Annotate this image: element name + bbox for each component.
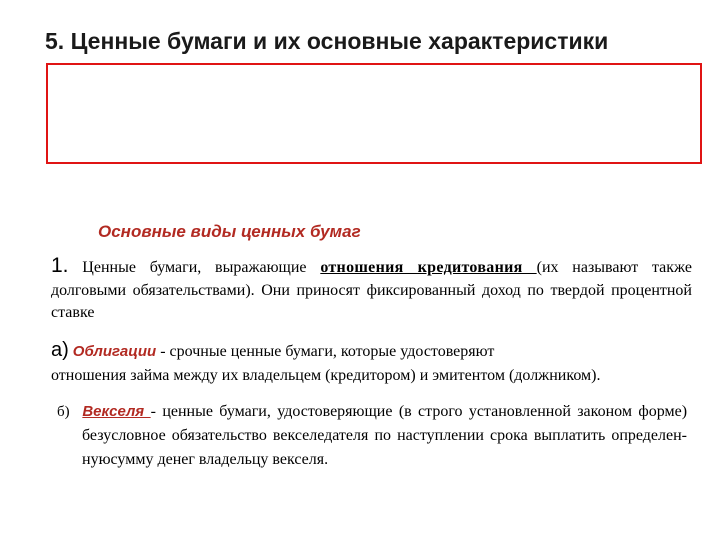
item-rest-text: (их называют также долговыми обязательствами). Они приносят фиксированный доход по твердой процентной ставке <box>51 259 692 321</box>
empty-red-frame <box>46 63 702 164</box>
credit-relations-term: отношения кредитования <box>320 259 537 276</box>
bills-term: Векселя <box>82 403 151 420</box>
bonds-term: Облигации <box>72 343 157 360</box>
bills-definition: - ценные бумаги, удостоверяющие (в строго установленной законом форме) безусловное обязательство векселедателя по наступлении срока выплатить определен-нуюсумму денег владельцу векселя. <box>82 403 688 468</box>
bills-marker: б) <box>57 404 70 420</box>
bonds-continuation-paragraph: отношения займа между их владельцем (кредитором) и эмитентом (должником). <box>51 367 601 384</box>
bills-paragraph <box>57 400 687 472</box>
section-subheading: Основные виды ценных бумаг <box>98 222 361 241</box>
item-number: 1. <box>51 254 69 277</box>
credit-securities-paragraph <box>51 255 692 325</box>
bonds-paragraph <box>51 339 692 364</box>
slide-title: 5. Ценные бумаги и их основные характеристики <box>45 28 609 54</box>
bonds-marker: а) <box>51 339 69 361</box>
bonds-definition: - срочные ценные бумаги, которые удостоверяют <box>156 343 495 360</box>
item-lead-text: Ценные бумаги, выражающие <box>68 259 321 276</box>
